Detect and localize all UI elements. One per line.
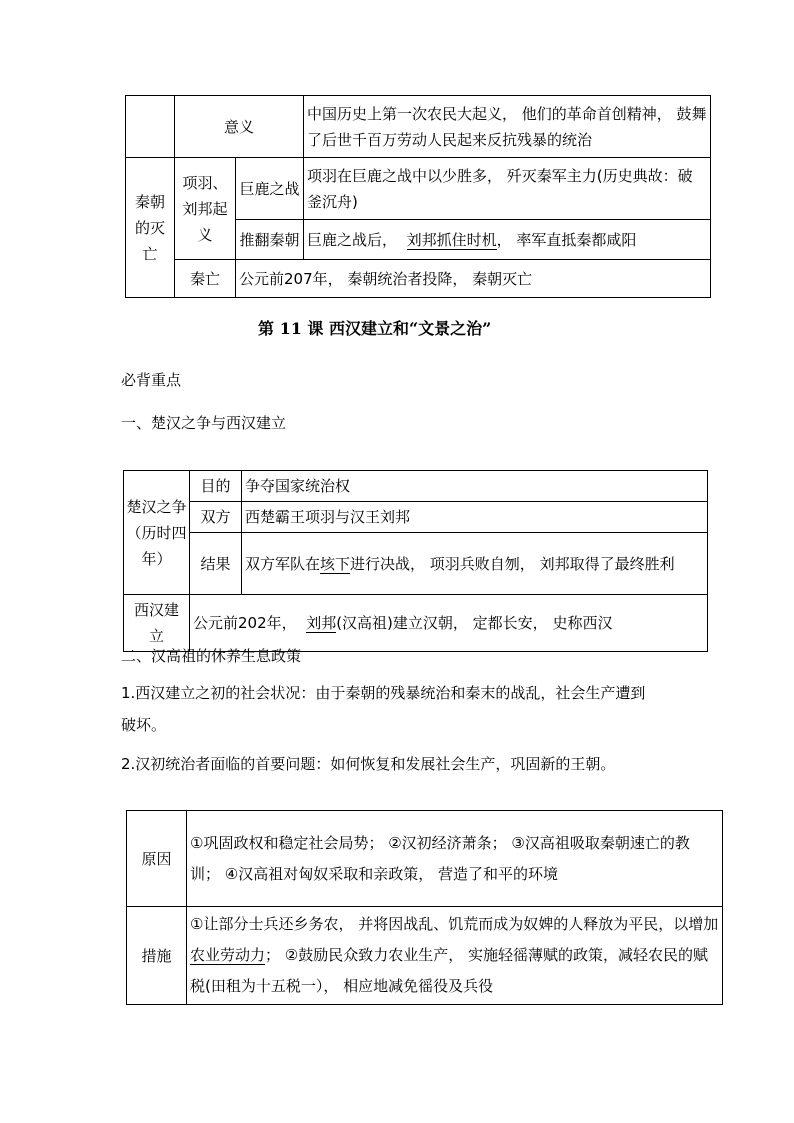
paragraph-2: 2.汉初统治者面临的首要问题：如何恢复和发展社会生产，巩固新的王朝。 <box>121 755 616 773</box>
label-overthrow: 推翻秦朝 <box>236 220 304 260</box>
label-western-han: 西汉建立 <box>124 595 190 652</box>
significance-text: 中国历史上第一次农民大起义， 他们的革命首创精神， 鼓舞了后世千百万劳动人民起来反抗残暴的统治 <box>304 96 711 158</box>
result-text: 双方军队在垓下进行决战， 项羽兵败自刎， 刘邦取得了最终胜利 <box>242 533 708 595</box>
section-heading-2: 二、汉高祖的休养生息政策 <box>121 647 302 665</box>
section-heading-1: 一、楚汉之争与西汉建立 <box>121 414 287 432</box>
reason-text: ①巩固政权和稳定社会局势； ②汉初经济萧条； ③汉高祖吸取秦朝速亡的教训； ④汉高祖对匈奴采取和亲政策， 营造了和平的环境 <box>187 811 723 907</box>
goal-text: 争夺国家统治权 <box>242 471 708 502</box>
label-result: 结果 <box>190 533 242 595</box>
sides-text: 西楚霸王项羽与汉王刘邦 <box>242 502 708 533</box>
table-rest-policy <box>126 810 723 1005</box>
label-chu-han: 楚汉之争（历时四年） <box>124 471 190 595</box>
paragraph-1-line-2: 破坏。 <box>121 716 167 734</box>
julu-text: 项羽在巨鹿之战中以少胜多， 歼灭秦军主力(历史典故：破釜沉舟) <box>304 158 711 220</box>
western-han-text: 公元前202年， 刘邦(汉高祖)建立汉朝， 定都长安， 史称西汉 <box>190 595 708 652</box>
label-qin-end: 秦亡 <box>175 260 236 298</box>
table-chu-han <box>123 470 708 652</box>
label-goal: 目的 <box>190 471 242 502</box>
paragraph-1-line-1: 1.西汉建立之初的社会状况：由于秦朝的残暴统治和秦末的战乱，社会生产遭到 <box>121 684 646 702</box>
table-cell <box>126 96 175 158</box>
key-points-heading: 必背重点 <box>121 371 182 389</box>
label-reason: 原因 <box>127 811 187 907</box>
table-qin-fall <box>125 95 711 298</box>
qin-end-text: 公元前207年， 秦朝统治者投降， 秦朝灭亡 <box>236 260 711 298</box>
label-sides: 双方 <box>190 502 242 533</box>
label-uprising: 项羽、刘邦起义 <box>175 158 236 260</box>
overthrow-text: 巨鹿之战后， 刘邦抓住时机， 率军直抵秦都咸阳 <box>304 220 711 260</box>
label-significance: 意义 <box>175 96 304 158</box>
label-measures: 措施 <box>127 907 187 1005</box>
label-julu: 巨鹿之战 <box>236 158 304 220</box>
lesson-title: 第 11 课 西汉建立和“文景之治” <box>258 319 492 338</box>
measures-text: ①让部分士兵还乡务农， 并将因战乱、饥荒而成为奴婢的人释放为平民，以增加农业劳动力； ②鼓励民众致力农业生产， 实施轻徭薄赋的政策，减轻农民的赋税(田租为十五税一）， 相应地减免徭役及兵役 <box>187 907 723 1005</box>
label-qin-fall: 秦朝的灭亡 <box>126 158 175 298</box>
